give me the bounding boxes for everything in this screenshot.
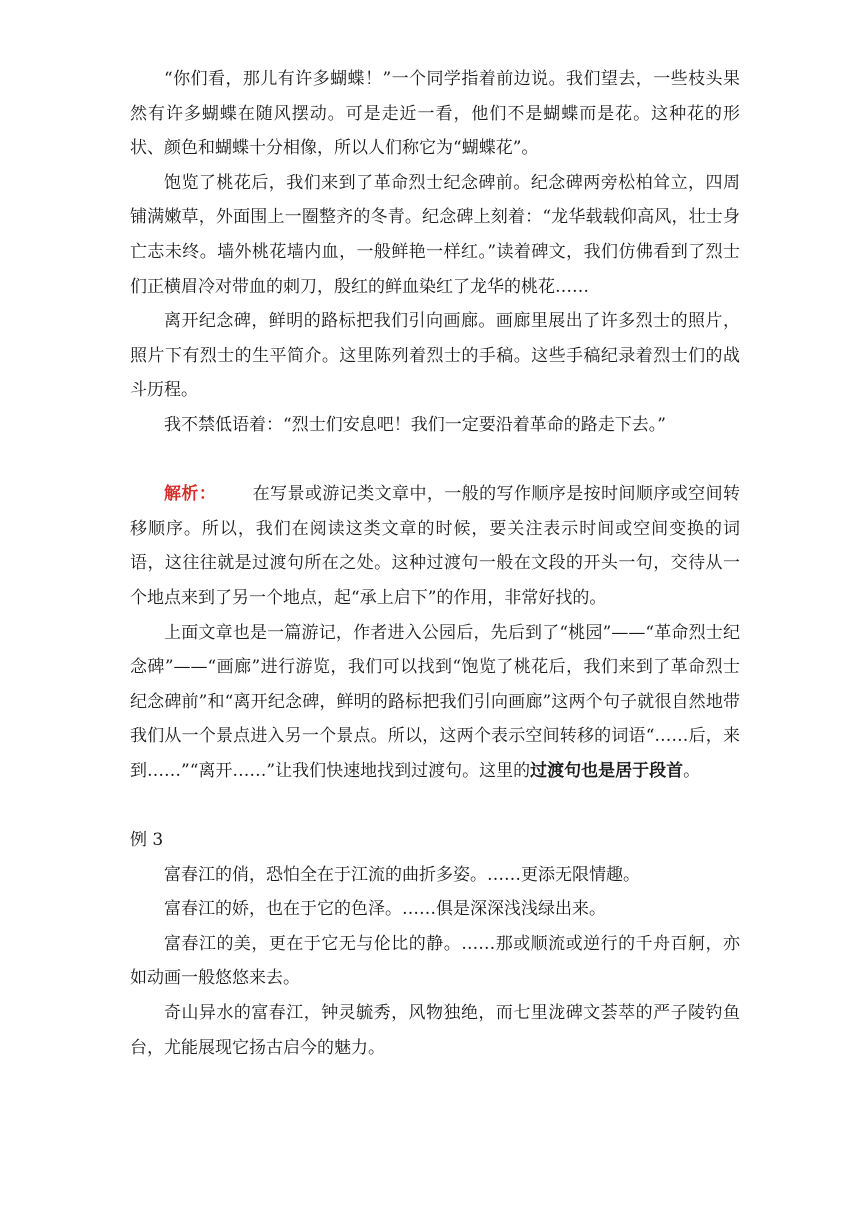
analysis-text-2: 上面文章也是一篇游记，作者进入公园后，先后到了“桃园”——“革命烈士纪念碑”——“画廊”进行游览，我们可以找到“饱览了桃花后，我们来到了革命烈士纪念碑前”和“离开纪念碑，鲜明的路标把我们引向画廊”这两个句子就很自然地带我们从一个景点进入另一个景点。所以，这两个表示空间转移的词语“……后，来到……”“离开……”让我们快速地找到过渡句。这里的 bbox=[130, 622, 740, 781]
analysis-text-2-end: 。 bbox=[683, 760, 701, 781]
example-line-1: 富春江的俏，恐怕全在于江流的曲折多姿。……更添无限情趣。 bbox=[164, 864, 640, 885]
analysis-emphasis: 过渡句也是居于段首 bbox=[530, 760, 684, 781]
analysis-paragraph-1 bbox=[130, 477, 740, 615]
example-line-2: 富春江的娇，也在于它的色泽。……俱是深深浅浅绿出来。 bbox=[164, 899, 606, 920]
section-gap-2 bbox=[130, 788, 740, 823]
passage-paragraph-2: 饱览了桃花后，我们来到了革命烈士纪念碑前。纪念碑两旁松柏耸立，四周铺满嫩草，外面围上一圈整齐的冬青。纪念碑上刻着：“龙华载载仰高风，壮士身亡志未终。墙外桃花墙内血，一般鲜艳一样红。”读着碑文，我们仿佛看到了烈士们正横眉冷对带血的刺刀，殷红的鲜血染红了龙华的桃花…… bbox=[130, 172, 740, 297]
passage-paragraph-4: 我不禁低语着：“烈士们安息吧！我们一定要沿着革命的路走下去。” bbox=[164, 414, 666, 435]
example-label: 例 3 bbox=[130, 830, 164, 851]
section-gap bbox=[130, 443, 740, 478]
example-line-3: 富春江的美，更在于它无与伦比的静。……那或顺流或逆行的千舟百舸，亦如动画一般悠悠来去。 bbox=[130, 933, 740, 989]
passage-paragraph-1: “你们看，那儿有许多蝴蝶！”一个同学指着前边说。我们望去，一些枝头果然有许多蝴蝶在随风摆动。可是走近一看，他们不是蝴蝶而是花。这种花的形状、颜色和蝴蝶十分相像，所以人们称它为“蝴蝶花”。 bbox=[130, 69, 740, 159]
analysis-text-1: 在写景或游记类文章中，一般的写作顺序是按时间顺序或空间转移顺序。所以，我们在阅读这类文章的时候，要关注表示时间或空间变换的词语，这往往就是过渡句所在之处。这种过渡句一般在文段的开头一句，交待从一个地点来到了另一个地点，起“承上启下”的作用，非常好找的。 bbox=[130, 484, 741, 608]
analysis-label: 解析： bbox=[164, 484, 217, 505]
document-page bbox=[130, 62, 740, 1065]
passage-paragraph-3: 离开纪念碑，鲜明的路标把我们引向画廊。画廊里展出了许多烈士的照片，照片下有烈士的生平简介。这里陈列着烈士的手稿。这些手稿纪录着烈士们的战斗历程。 bbox=[130, 311, 740, 401]
example-line-4: 奇山异水的富春江，钟灵毓秀，风物独绝，而七里泷碑文荟萃的严子陵钓鱼台，尤能展现它扬古启今的魅力。 bbox=[130, 1003, 740, 1058]
analysis-paragraph-2 bbox=[130, 616, 740, 789]
